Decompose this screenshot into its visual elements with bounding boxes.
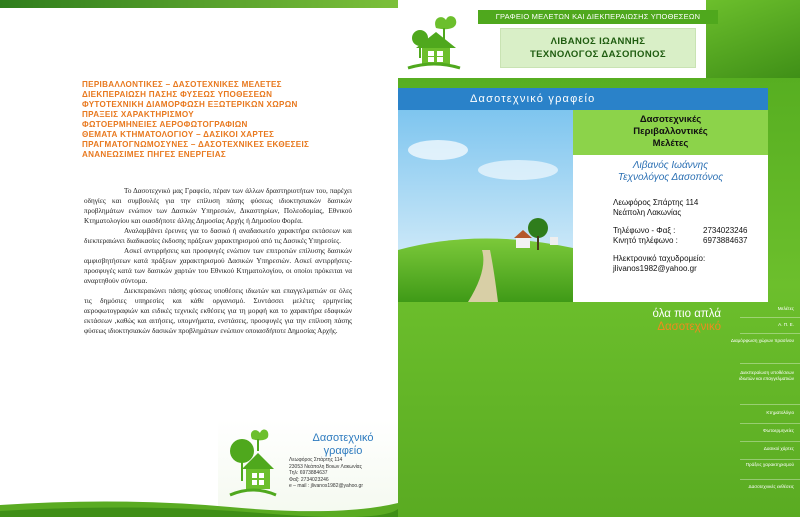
paragraph: Αναλαμβάνει έρευνες για το δασικό ή αναδασωτέο χαρακτήρα εκτάσεων και διεκπεραιώνει διαδικασίες έκδοσης πράξεων χαρακτηρισμού από τις Δασικές Υπηρεσίες. <box>84 227 352 245</box>
description-text <box>84 186 352 336</box>
service-item: ΑΝΑΝΕΩΣΙΜΕΣ ΠΗΓΕΣ ΕΝΕΡΓΕΙΑΣ <box>82 150 227 159</box>
service-item: ΦΥΤΟΤΕΧΝΙΚΗ ΔΙΑΜΟΡΦΩΣΗ ΕΞΩΤΕΡΙΚΩΝ ΧΩΡΩΝ <box>82 100 298 109</box>
nav-item-characterization[interactable]: Πράξεις χαρακτηρισμού <box>745 462 794 467</box>
phone-row: Τηλέφωνο - Φαξ : 2734023246 <box>613 226 748 235</box>
service-item: ΘΕΜΑΤΑ ΚΤΗΜΑΤΟΛΟΓΙΟΥ – ΔΑΣΙΚΟΙ ΧΑΡΤΕΣ <box>82 130 275 139</box>
service-item: ΔΙΕΚΠΕΡΑΙΩΣΗ ΠΑΣΗΣ ΦΥΣΕΩΣ ΥΠΟΘΕΣΕΩΝ <box>82 90 273 99</box>
header-box <box>478 10 718 68</box>
email-link[interactable]: jlivanos1982@yahoo.gr <box>613 264 697 273</box>
service-item: ΠΡΑΞΕΙΣ ΧΑΡΑΚΤΗΡΙΣΜΟΥ <box>82 110 194 119</box>
house-logo-icon <box>406 14 462 70</box>
bottom-wave-decor <box>0 497 398 517</box>
service-item: ΦΩΤΟΕΡΜΗΝΕΙΕΣ ΑΕΡΟΦΩΤΟΓΡΑΦΙΩΝ <box>82 120 248 129</box>
services-heading: Δασοτεχνικές Περιβαλλοντικές Μελέτες <box>633 114 708 149</box>
corner-decor <box>706 0 800 78</box>
landscape-image <box>398 110 573 302</box>
house-logo-icon <box>228 425 278 497</box>
email-label: Ηλεκτρονικό ταχυδρομείο: <box>613 254 706 263</box>
header-subtitle: ΓΡΑΦΕΙΟ ΜΕΛΕΤΩΝ ΚΑΙ ΔΙΕΚΠΕΡΑΙΩΣΗΣ ΥΠΟΘΕΣΕΩΝ <box>478 10 718 24</box>
paragraph: Διεκπεραιώνει πάσης φύσεως υποθέσεις ιδιωτών και επαγγελματιών σε όλες τις δημόσιες υπηρεσίες και κάθε οργανισμό. Συντάσσει μελέτες ερμηνείας αεροφωτογραφιών και ειδικές τεχνικές εκθέσεις για τη μορφή και το χαρακτήρα εδαφικών εκτάσεων ,καθώς και αιτήσεις, υπομνήματα, ενστάσεις, προσφυγές για την επίλυση πάσης φύσεως ιδιοκτησιακών δασικών προβλημάτων ενώπιον οποιασδήποτε Δημοσίας Αρχής. <box>84 287 352 335</box>
mobile-value[interactable]: 6973884637 <box>703 236 748 245</box>
service-item: ΠΡΑΓΜΑΤΟΓΝΩΜΟΣΥΝΕΣ – ΔΑΣΟΤΕΧΝΙΚΕΣ ΕΚΘΕΣΕΙΣ <box>82 140 310 149</box>
owner-name: Λιβανός Ιωάννης Τεχνολόγος Δασοπόνος <box>617 160 724 183</box>
mobile-row: Κινητό τηλέφωνο : 6973884637 <box>613 236 748 245</box>
nav-item-reports[interactable]: Δασοτεχνικές εκθέσεις <box>748 484 794 489</box>
nav-item-ape[interactable]: Α. Π. Ε. <box>778 322 794 327</box>
nav-item-forest-maps[interactable]: Δασικοί χάρτες <box>763 446 794 451</box>
slogan: όλα πιο απλά <box>652 308 721 320</box>
slogan-brand: Δασοτεχνικό <box>657 321 721 333</box>
city-line: Νεάπολη Λακωνίας <box>613 208 682 217</box>
nav-item-studies[interactable]: Μελέτες <box>777 306 794 311</box>
top-decor-strip <box>0 0 398 8</box>
nav-item-photo-interpretation[interactable]: Φωτοερμηνείες <box>763 428 794 433</box>
contact-details <box>613 198 773 274</box>
nav-item-cases[interactable]: Διεκπεραίωση υποθέσεων ιδιωτών και επαγγελματιών <box>739 370 794 381</box>
service-item: ΠΕΡΙΒΑΛΛΟΝΤΙΚΕΣ – ΔΑΣΟΤΕΧΝΙΚΕΣ ΜΕΛΕΤΕΣ <box>82 80 282 89</box>
card-contact: Λεωφόρος Σπάρτης 114 23053 Νεάπολη Βοιων Λακωνίας Τηλ: 6973884637 Φαξ: 2734023246 e – mail : jlivanos1982@yahoo.gr <box>289 457 364 489</box>
owner-name-box: ΛΙΒΑΝΟΣ ΙΩΑΝΝΗΣ ΤΕΧΝΟΛΟΓΟΣ ΔΑΣΟΠΟΝΟΣ <box>500 28 696 68</box>
paragraph: Το Δασοτεχνικό μας Γραφείο, πέραν των άλλων δραστηριοτήτων του, παρέχει οδηγίες και συμβουλές για την επίλυση πάσης φύσεως ιδιοκτησιακών δασικών προβλημάτων ενώπιον των Δασικών Υπηρεσιών, Δικαστηρίων, Πολεοδομίας, Εθνικού Κτηματολογίου και οιασδήποτε άλλης Δημοσίας Αρχής ή Δημοσίου Φορέα. <box>84 187 352 225</box>
address-line: Λεωφόρος Σπάρτης 114 <box>613 198 699 207</box>
phone-value[interactable]: 2734023246 <box>703 226 748 235</box>
band-title: Δασοτεχνικό γραφείο <box>470 93 596 105</box>
paragraph: Ασκεί αντιρρήσεις και προσφυγές ενώπιον των επιτροπών επίλυσης δασικών αμφισβητήσεων κατά πράξεων χαρακτηρισμού Δασικών Υπηρεσιών. Ασκεί αντιρρήσεις-προσφυγές κατά των δασικών χαρτών του Εθνικού Κτηματολογίου, οι οποίοι πρόκειται να αναρτηθούν σύντομα. <box>84 247 352 285</box>
services-list <box>82 80 372 160</box>
nav-item-green-spaces[interactable]: Διαμόρφωση χώρων πρασίνου <box>730 338 794 343</box>
nav-item-cadastre[interactable]: Κτηματολόγιο <box>766 410 794 415</box>
card-title: Δασοτεχνικό γραφείο <box>312 432 374 457</box>
